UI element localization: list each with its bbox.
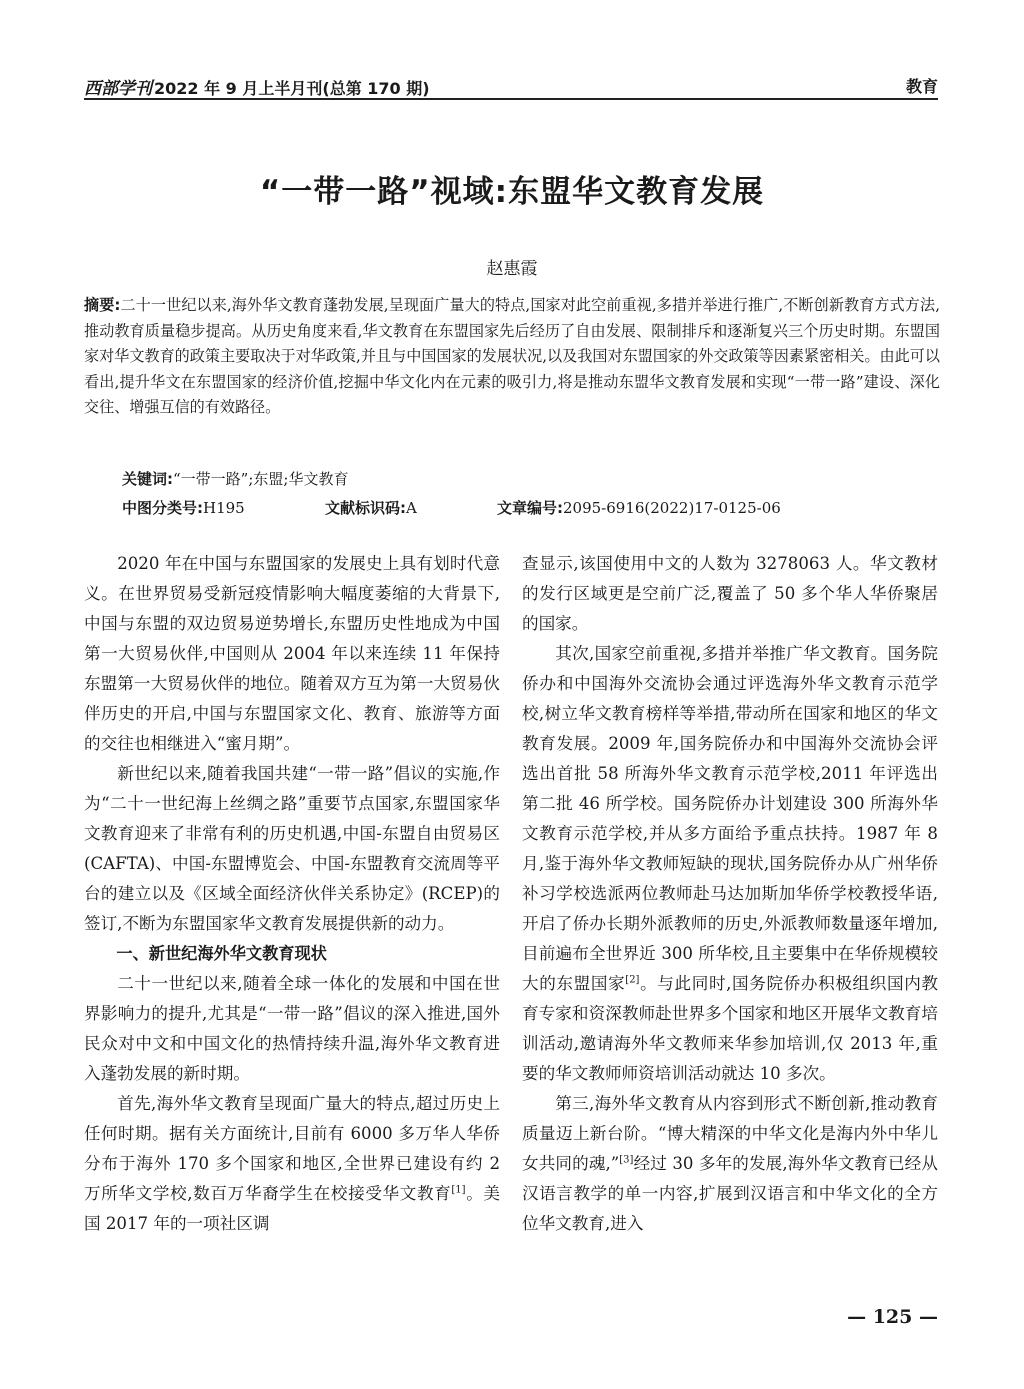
doc-code-label: 文献标识码:	[325, 499, 406, 517]
page-number-value: 125	[872, 1306, 913, 1328]
paragraph	[522, 1089, 938, 1239]
paragraph-text: 其次,国家空前重视,多措并举推广华文教育。国务院侨办和中国海外交流协会通过评选海外华文教育示范学校,树立华文教育榜样等举措,带动所在国家和地区的华文教育发展。2009 年,国务院侨办和中国海外交流协会评选出首批 58 所海外华文教育示范学校,2011 年评选出第二批 46 所学校。国务院侨办计划建设 300 所海外华文教育示范学校,并从多方面给予重点扶持。1987 年 8 月,鉴于海外华文教师短缺的现状,国务院侨办从广州华侨补习学校选派两位教师赴马达加斯加华侨学校教授华语,开启了侨办长期外派教师的历史,外派教师数量逐年增加,目前遍布全世界近 300 所华校,且主要集中在华侨规模较大的东盟国家	[522, 644, 938, 993]
paragraph-text: 。与此同时,国务院侨办积极组织国内教育专家和资深教师赴世界多个国家和地区开展华文教育培训活动,邀请海外华文教师来华参加培训,仅 2013 年,重要的华文教师师资培训活动就达 10 多次。	[522, 974, 939, 1083]
article-no-label: 文章编号:	[497, 499, 563, 517]
clc-value: H195	[203, 499, 245, 517]
paragraph: 二十一世纪以来,随着全球一体化的发展和中国在世界影响力的提升,尤其是“一带一路”倡议的深入推进,国外民众对中文和中国文化的热情持续升温,海外华文教育进入蓬勃发展的新时期。	[84, 974, 500, 1083]
body-column-left	[84, 549, 500, 1239]
citation-ref[interactable]: [3]	[619, 1154, 634, 1166]
paragraph	[84, 1089, 500, 1239]
citation-ref[interactable]: [2]	[625, 974, 640, 986]
paragraph-text: 经过 30 多年的发展,海外华文教育已经从汉语言教学的单一内容,扩展到汉语言和中华文化的全方位华文教育,进入	[522, 1154, 938, 1233]
article-no-line	[497, 497, 781, 518]
paragraph-text: 第三,海外华文教育从内容到形式不断创新,推动教育质量迈上新台阶。“博大精深的中华文化是海内外中华儿女共同的魂,”	[522, 1094, 938, 1173]
journal-logo: 西部学刊	[84, 79, 152, 99]
paragraph-text: 。美国 2017 年的一项社区调	[84, 1184, 501, 1233]
issue-info: 2022 年 9 月上半月刊(总第 170 期)	[154, 79, 430, 98]
keywords-line	[122, 468, 348, 489]
paragraph-text: 首先,海外华文教育呈现面广量大的特点,超过历史上任何时期。据有关方面统计,目前有 6000 多万华人华侨分布于海外 170 多个国家和地区,全世界已建设有约 2 万所华文学校,数百万华裔学生在校接受华文教育	[84, 1094, 500, 1203]
section-heading: 一、新世纪海外华文教育现状	[116, 944, 327, 963]
paragraph: 新世纪以来,随着我国共建“一带一路”倡议的实施,作为“二十一世纪海上丝绸之路”重要节点国家,东盟国家华文教育迎来了非常有利的历史机遇,中国-东盟自由贸易区(CAFTA)、中国-东盟博览会、中国-东盟教育交流周等平台的建立以及《区域全面经济伙伴关系协定》(RCEP)的签订,不断为东盟国家华文教育发展提供新的动力。	[84, 764, 500, 933]
article-title: “一带一路”视域:东盟华文教育发展	[259, 174, 765, 210]
author-name: 赵惠霞	[486, 259, 538, 279]
header-journal-issue	[84, 74, 430, 99]
running-header	[84, 72, 938, 100]
article-no-value: 2095-6916(2022)17-0125-06	[563, 499, 781, 517]
abstract-text: 二十一世纪以来,海外华文教育蓬勃发展,呈现面广量大的特点,国家对此空前重视,多措并举进行推广,不断创新教育方式方法,推动教育质量稳步提高。从历史角度来看,华文教育在东盟国家先后经历了自由发展、限制排斥和逐渐复兴三个历史时期。东盟国家对华文教育的政策主要取决于对华政策,并且与中国国家的发展状况,以及我国对东盟国家的外交政策等因素紧密相关。由此可以看出,提升华文在东盟国家的经济价值,挖掘中华文化内在元素的吸引力,将是推动东盟华文教育发展和实现“一带一路”建设、深化交往、增强互信的有效路径。	[84, 296, 940, 417]
doc-code-value: A	[406, 499, 417, 517]
keywords-text: “一带一路”;东盟;华文教育	[173, 470, 349, 488]
abstract-label: 摘要:	[84, 296, 121, 314]
page-number: — 125 —	[847, 1306, 938, 1328]
doc-code-line	[325, 497, 417, 518]
body-column-right	[522, 549, 938, 1239]
keywords-label: 关键词:	[122, 470, 173, 488]
citation-ref[interactable]: [1]	[451, 1184, 466, 1196]
paragraph	[522, 639, 938, 1089]
abstract	[84, 293, 940, 421]
section-label: 教育	[905, 77, 938, 96]
paragraph: 查显示,该国使用中文的人数为 3278063 人。华文教材的发行区域更是空前广泛,覆盖了 50 多个华人华侨聚居的国家。	[522, 554, 938, 633]
paragraph: 2020 年在中国与东盟国家的发展史上具有划时代意义。在世界贸易受新冠疫情影响大幅度萎缩的大背景下,中国与东盟的双边贸易逆势增长,东盟历史性地成为中国第一大贸易伙伴,中国则从 2004 年以来连续 11 年保持东盟第一大贸易伙伴的地位。随着双方互为第一大贸易伙伴历史的开启,中国与东盟国家文化、教育、旅游等方面的交往也相继进入“蜜月期”。	[84, 554, 500, 753]
clc-line	[122, 497, 245, 518]
clc-label: 中图分类号:	[122, 499, 203, 517]
